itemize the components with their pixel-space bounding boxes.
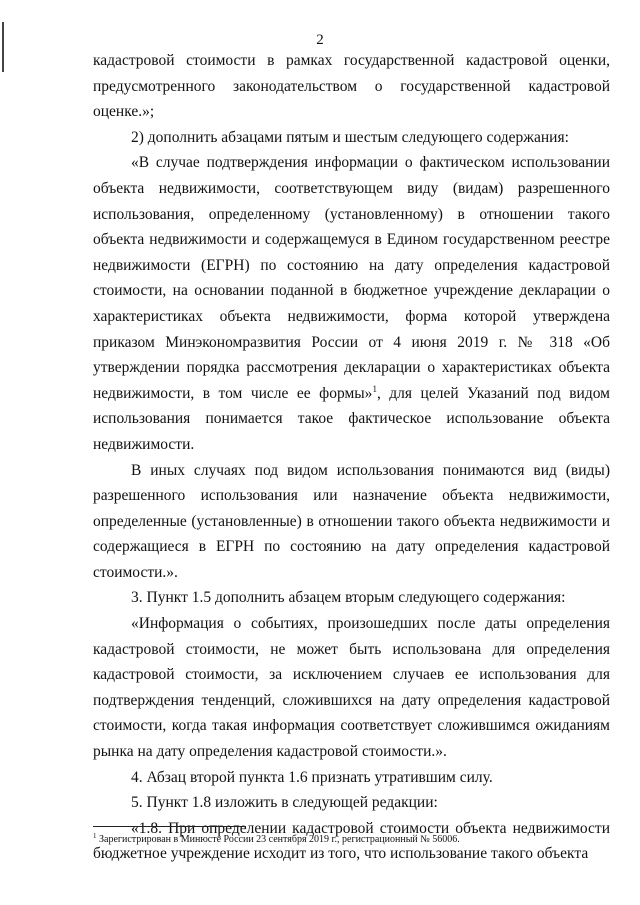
- paragraph-quote-events: «Информация о событиях, произошедших после даты определения кадастровой стоимости, не может быть использована для определения кадастровой стоимости, за исключением случаев ее использования для подтверждения тенденций, сложившихся на дату определения кадастровой стоимости, когда такая информация соответствует сложившимся ожиданиям рынка на дату определения кадастровой стоимости.».: [93, 615, 610, 761]
- paragraph-item-4: 4. Абзац второй пункта 1.6 признать утратившим силу.: [131, 768, 493, 786]
- footnote-marker: 1: [93, 832, 97, 840]
- document-body: [93, 48, 610, 867]
- paragraph-quote-1-8: «1.8. При определении кадастровой стоимости объекта недвижимости бюджетное учреждение исходит из того, что использование такого объекта: [93, 819, 610, 863]
- footnote-divider: [93, 826, 246, 827]
- footnote-text: Зарегистрирован в Минюсте России 23 сентября 2019 г., регистрационный № 56006.: [99, 834, 460, 845]
- page-number: 2: [316, 32, 324, 48]
- paragraph-item-5: 5. Пункт 1.8 изложить в следующей редакции:: [131, 794, 438, 812]
- paragraph-item-2: 2) дополнить абзацами пятым и шестым следующего содержания:: [131, 128, 569, 146]
- footnote: [93, 833, 610, 846]
- paragraph-item-3: 3. Пункт 1.5 дополнить абзацем вторым следующего содержания:: [131, 589, 566, 607]
- quote-declaration-text: «В случае подтверждения информации о фактическом использовании объекта недвижимости, соответствующем виду (видам) разрешенного использования, определенному (установленному) в отношении такого объекта недвижимости и содержащемуся в Едином государственном реестре недвижимости (ЕГРН) по состоянию на дату определения кадастровой стоимости, на основании поданной в бюджетное учреждение декларации о характеристиках объекта недвижимости, форма которой утверждена приказом Минэкономразвития России от 4 июня 2019 г. № 318 «Об утверждении порядка рассмотрения декларации о характеристиках объекта недвижимости, в том числе ее формы»: [93, 154, 610, 402]
- paragraph-quote-declaration: [93, 150, 610, 457]
- paragraph-other-cases: В иных случаях под видом использования понимаются вид (виды) разрешенного использования или назначение объекта недвижимости, определенные (установленные) в отношении такого объекта недвижимости и содержащиеся в ЕГРН по состоянию на дату определения кадастровой стоимости.».: [93, 461, 610, 581]
- quote-declaration-tail: , для целей Указаний под видом использования понимается такое фактическое использование объекта недвижимости.: [93, 384, 610, 453]
- paragraph-continuation: кадастровой стоимости в рамках государственной кадастровой оценки, предусмотренного законодательством о государственной кадастровой оценке.»;: [93, 52, 610, 121]
- footnote-reference: 1: [372, 383, 377, 394]
